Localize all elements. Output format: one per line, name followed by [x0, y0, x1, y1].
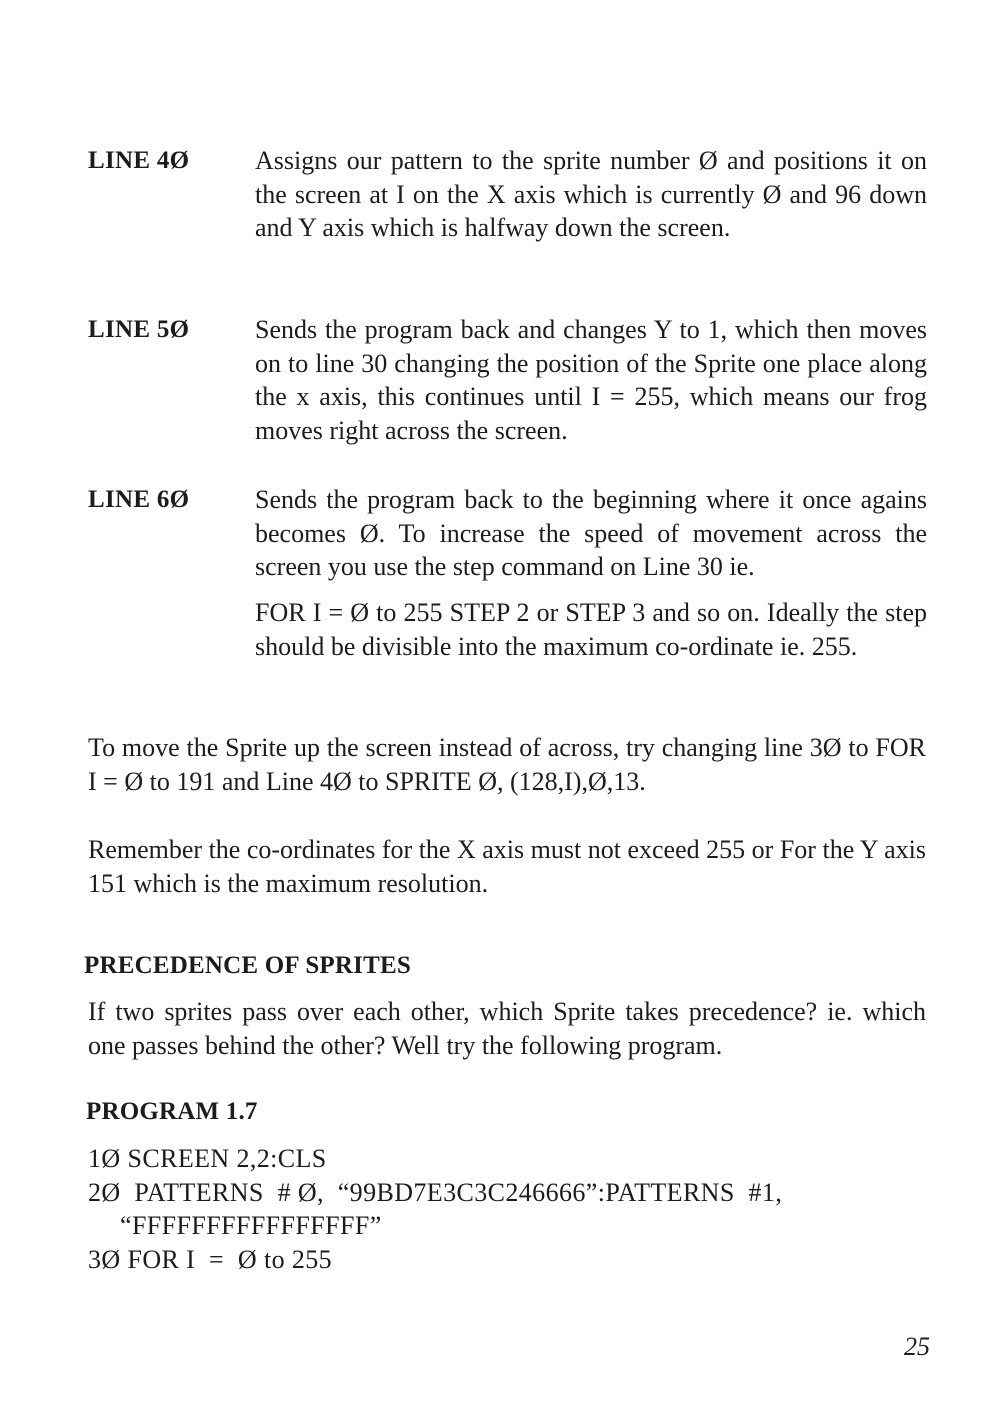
program-listing — [88, 1142, 926, 1276]
line-label: LINE 5Ø — [88, 316, 190, 343]
line-description: Sends the program back and changes Y to 1, which then moves on to line 30 changing the position of the Sprite one place along the x axis, this continues until I = 255, which means our frog moves right across the screen. — [255, 315, 927, 445]
section-heading-precedence: PRECEDENCE OF SPRITES — [84, 952, 411, 979]
program-line-20: 2Ø PATTERNS # Ø, “99BD7E3C3C246666”:PATTERNS #1, — [88, 1177, 783, 1207]
section-heading-program: PROGRAM 1.7 — [86, 1098, 258, 1125]
line-description: Sends the program back to the beginning where it once agains becomes Ø. To increase the speed of movement across the screen you use the step command on Line 30 ie. — [255, 485, 927, 581]
line-description-continued: FOR I = Ø to 255 STEP 2 or STEP 3 and so on. Ideally the step should be divisible into the maximum co-ordinate ie. 255. — [255, 598, 927, 661]
line-label: LINE 4Ø — [88, 147, 190, 174]
program-line-20-continued: “FFFFFFFFFFFFFFFF” — [120, 1211, 382, 1240]
line-label: LINE 6Ø — [88, 486, 190, 513]
paragraph-move-up: To move the Sprite up the screen instead of across, try changing line 3Ø to FOR I = Ø to 191 and Line 4Ø to SPRITE Ø, (128,I),Ø,13. — [88, 733, 926, 796]
paragraph-precedence: If two sprites pass over each other, which Sprite takes precedence? ie. which one passes behind the other? Well try the following program. — [88, 997, 926, 1060]
line-description: Assigns our pattern to the sprite number Ø and positions it on the screen at I on the X axis which is currently Ø and 96 down and Y axis which is halfway down the screen. — [255, 146, 927, 242]
page-number: 25 — [904, 1332, 930, 1361]
paragraph-remember: Remember the co-ordinates for the X axis must not exceed 255 or For the Y axis 151 which is the maximum resolution. — [88, 835, 926, 898]
program-line-30: 3Ø FOR I = Ø to 255 — [88, 1244, 333, 1274]
program-line-10: 1Ø SCREEN 2,2:CLS — [88, 1144, 327, 1173]
